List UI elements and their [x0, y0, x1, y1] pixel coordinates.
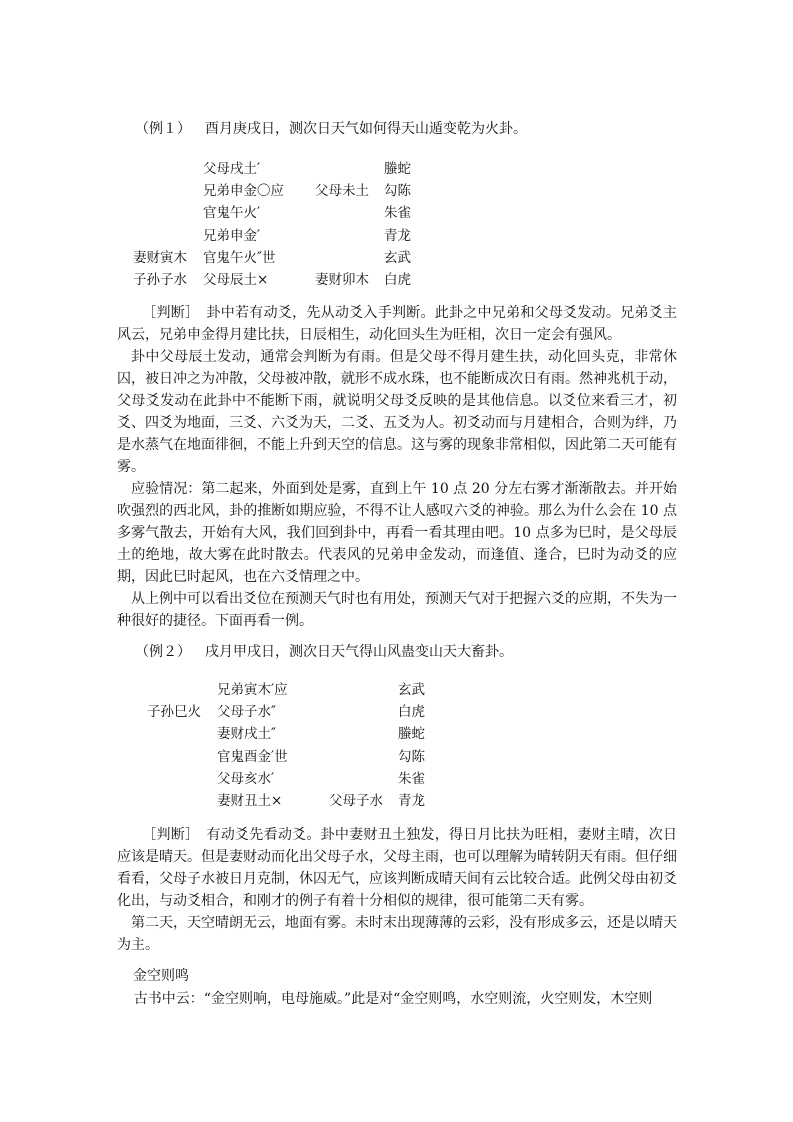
fushen-cell: 子孙巳火: [147, 704, 201, 721]
hexagram-line: [133, 202, 453, 224]
hexagram-line: [147, 701, 447, 723]
changed-yao-cell: 妻财卯木: [315, 271, 369, 288]
example1-verification-paragraph: 应验情况：第二起来，外面到处是雾，直到上午 10 点 20 分左右雾才渐渐散去。并开始吹强烈的西北风，卦的推断如期应验，不得不让人感叹六爻的神验。那么为什么会在 10 点多雾气散去，开始有大风，我们回到卦中，再看一看其理由吧。10 点多为巳时，是父母辰土的绝地，故大雾在此时散去。代表风的兄弟申金发动，而逢值、逢合，巳时为动爻的应期，因此巳时起风，也在六爻情理之中。: [117, 481, 677, 585]
example1-judgment-paragraph: ［判断］ 卦中若有动爻，先从动爻入手判断。此卦之中兄弟和父母爻发动。兄弟爻主风云，兄弟申金得月建比扶，日辰相生，动化回头生为旺相，次日一定会有强风。: [117, 305, 677, 343]
hexagram-line: [133, 180, 453, 202]
main-yao-cell: 父母戌土′: [203, 161, 261, 177]
changed-yao-cell: 父母子水: [329, 792, 383, 809]
main-yao-cell: 兄弟寅木′应: [217, 682, 288, 698]
fushen-cell: 子孙子水: [133, 271, 187, 288]
hexagram-line: [133, 247, 453, 269]
main-yao-cell: 官鬼午火′: [203, 205, 261, 222]
hexagram-line: [147, 790, 447, 812]
example2-title: [135, 642, 513, 662]
hexagram-line: [133, 269, 453, 291]
liushen-cell: 勾陈: [384, 183, 411, 200]
liushen-cell: 朱雀: [398, 770, 425, 787]
example2-title-text: 戌月甲戌日，测次日天气得山风蛊变山天大畜卦。: [205, 644, 513, 660]
example1-analysis-paragraph: 卦中父母辰土发动，通常会判断为有雨。但是父母不得月建生扶，动化回头克，非常休囚，被日冲之为冲散，父母被冲散，就形不成水珠，也不能断成次日有雨。然神兆机于动，父母爻发动在此卦中不能断下雨，就说明父母爻反映的是其他信息。以爻位来看三才，初爻、四爻为地面，三爻、六爻为天，二爻、五爻为人。初爻动而与月建相合，合则为绊，乃是水蒸气在地面徘徊，不能上升到天空的信息。这与雾的现象非常相似，因此第二天可能有雾。: [117, 349, 677, 475]
main-yao-cell: 兄弟申金′: [203, 227, 261, 244]
main-yao-cell: 父母辰土×: [203, 271, 269, 288]
liushen-cell: 勾陈: [398, 748, 425, 765]
hexagram-line: [147, 746, 447, 768]
main-yao-cell: 官鬼酉金′世: [217, 748, 288, 765]
liushen-cell: 玄武: [384, 249, 411, 266]
main-yao-cell: 兄弟申金〇应: [203, 183, 284, 200]
hexagram-line: [147, 723, 447, 745]
section-text: 古书中云：“金空则响，电母施威。”此是对“金空则鸣，水空则流，火空则发，木空则: [133, 991, 653, 1007]
liushen-cell: 青龙: [398, 792, 425, 809]
liushen-cell: 玄武: [398, 682, 425, 698]
hexagram-line: [133, 158, 453, 180]
example2-result-paragraph: 第二天，天空晴朗无云，地面有雾。未时末出现薄薄的云彩，没有形成多云，还是以晴天为主。: [117, 915, 677, 953]
hexagram-line: [133, 225, 453, 247]
example2-hexagram: [147, 679, 447, 812]
example2-title-label: （例２）: [135, 644, 191, 660]
main-yao-cell: 妻财丑土×: [217, 792, 283, 809]
example1-title-text: 酉月庚戌日，测次日天气如何得天山遁变乾为火卦。: [205, 121, 527, 137]
liushen-cell: 白虎: [384, 271, 411, 288]
liushen-cell: 螣蛇: [398, 726, 425, 743]
liushen-cell: 螣蛇: [384, 161, 411, 177]
example1-summary-paragraph: 从上例中可以看出爻位在预测天气时也有用处，预测天气对于把握六爻的应期，不失为一种很好的捷径。下面再看一例。: [117, 591, 677, 629]
example2-judgment-paragraph: ［判断］ 有动爻先看动爻。卦中妻财丑土独发，得日月比扶为旺相，妻财主晴，次日应该是晴天。但是妻财动而化出父母子水，父母主雨，也可以理解为晴转阴天有雨。但仔细看看，父母子水被日月克制，休囚无气，应该判断成晴天间有云比较合适。此例父母由初爻化出，与动爻相合，和刚才的例子有着十分相似的规律，很可能第二天有雾。: [117, 827, 677, 909]
section-heading: 金空则鸣: [133, 968, 189, 984]
example1-title: [135, 119, 527, 139]
main-yao-cell: 官鬼午火″世: [203, 249, 276, 266]
liushen-cell: 青龙: [384, 227, 411, 244]
example1-title-label: （例１）: [135, 121, 191, 137]
liushen-cell: 朱雀: [384, 205, 411, 222]
hexagram-line: [147, 768, 447, 790]
main-yao-cell: 父母子水″: [217, 704, 277, 721]
example1-hexagram: [133, 158, 453, 291]
main-yao-cell: 妻财戌土″: [217, 726, 277, 743]
fushen-cell: 妻财寅木: [133, 249, 187, 266]
main-yao-cell: 父母亥水′: [217, 770, 275, 787]
hexagram-line: [147, 679, 447, 701]
liushen-cell: 白虎: [398, 704, 425, 721]
changed-yao-cell: 父母未土: [315, 183, 369, 200]
